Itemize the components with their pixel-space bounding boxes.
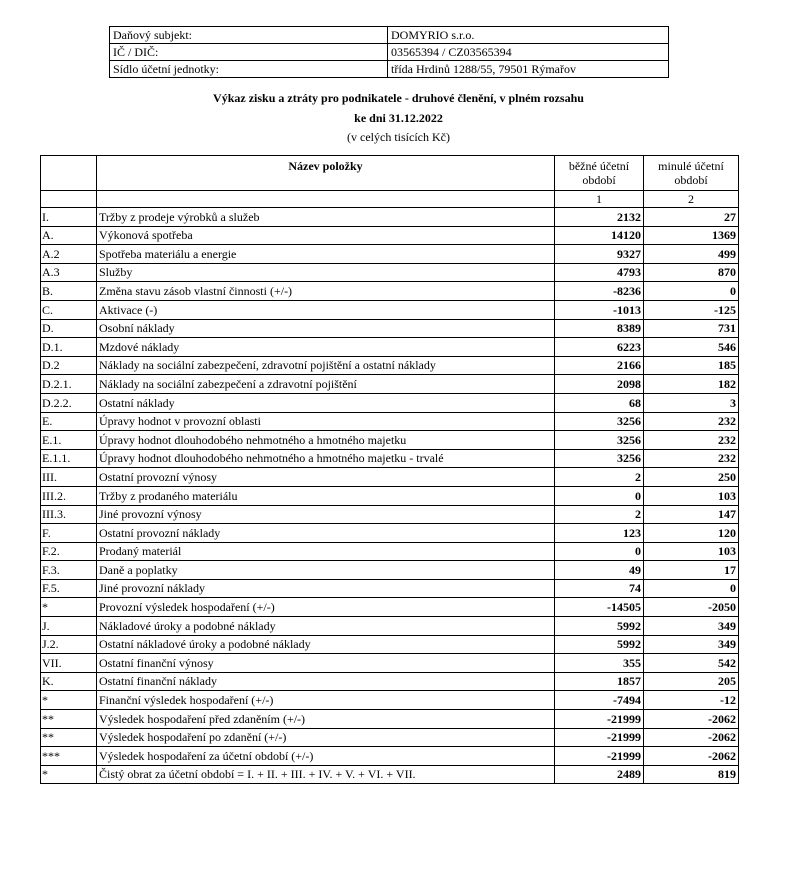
row-current-value: 3256 (555, 431, 644, 450)
row-code: F.5. (41, 579, 97, 598)
row-code: F.3. (41, 561, 97, 580)
row-code: E.1.1. (41, 449, 97, 468)
table-row (41, 561, 739, 580)
table-row (41, 579, 739, 598)
row-previous-value: 232 (644, 449, 739, 468)
company-info-table (109, 26, 669, 78)
table-row (41, 710, 739, 729)
header-name: Název položky (97, 156, 555, 191)
row-code: F.2. (41, 542, 97, 561)
row-name: Jiné provozní náklady (97, 579, 555, 598)
row-previous-value: -2062 (644, 728, 739, 747)
header-previous-period: minulé účetní období (644, 156, 739, 191)
row-code: * (41, 765, 97, 784)
table-row (41, 747, 739, 766)
row-current-value: 2 (555, 505, 644, 524)
header-code-cell (41, 156, 97, 191)
row-code: III.3. (41, 505, 97, 524)
info-label: IČ / DIČ: (110, 44, 388, 61)
table-row (41, 338, 739, 357)
table-row (41, 542, 739, 561)
row-code: D. (41, 319, 97, 338)
row-current-value: 355 (555, 654, 644, 673)
row-code: D.2 (41, 356, 97, 375)
report-units: (v celých tisících Kč) (347, 130, 450, 144)
header-current-period: běžné účetní období (555, 156, 644, 191)
row-name: Prodaný materiál (97, 542, 555, 561)
row-current-value: -21999 (555, 710, 644, 729)
table-body (41, 208, 739, 784)
table-row (41, 598, 739, 617)
row-previous-value: 349 (644, 635, 739, 654)
row-name: Úpravy hodnot dlouhodobého nehmotného a hmotného majetku - trvalé (97, 449, 555, 468)
row-name: Úpravy hodnot dlouhodobého nehmotného a hmotného majetku (97, 431, 555, 450)
row-name: Služby (97, 263, 555, 282)
row-previous-value: -2062 (644, 710, 739, 729)
table-column-number-row (41, 191, 739, 208)
table-row (41, 282, 739, 301)
row-name: Nákladové úroky a podobné náklady (97, 617, 555, 636)
row-previous-value: -125 (644, 300, 739, 319)
row-name: Čistý obrat za účetní období = I. + II. + III. + IV. + V. + VI. + VII. (97, 765, 555, 784)
row-current-value: 1857 (555, 672, 644, 691)
row-previous-value: 0 (644, 282, 739, 301)
row-current-value: 6223 (555, 338, 644, 357)
row-current-value: 8389 (555, 319, 644, 338)
row-previous-value: 542 (644, 654, 739, 673)
row-name: Provozní výsledek hospodaření (+/-) (97, 598, 555, 617)
table-row (41, 635, 739, 654)
table-header-row (41, 156, 739, 191)
row-code: VII. (41, 654, 97, 673)
row-previous-value: 546 (644, 338, 739, 357)
row-current-value: 3256 (555, 449, 644, 468)
table-row (41, 300, 739, 319)
row-previous-value: -2062 (644, 747, 739, 766)
table-row (41, 208, 739, 227)
row-name: Tržby z prodaného materiálu (97, 486, 555, 505)
row-name: Náklady na sociální zabezpečení a zdravotní pojištění (97, 375, 555, 394)
row-previous-value: 120 (644, 524, 739, 543)
row-current-value: 2 (555, 468, 644, 487)
row-previous-value: 103 (644, 542, 739, 561)
column-number-empty (97, 191, 555, 208)
row-name: Daně a poplatky (97, 561, 555, 580)
row-current-value: 123 (555, 524, 644, 543)
row-previous-value: 232 (644, 431, 739, 450)
row-code: F. (41, 524, 97, 543)
row-current-value: -1013 (555, 300, 644, 319)
row-current-value: -21999 (555, 747, 644, 766)
row-name: Ostatní finanční výnosy (97, 654, 555, 673)
row-previous-value: 205 (644, 672, 739, 691)
row-name: Spotřeba materiálu a energie (97, 245, 555, 264)
row-code: J.2. (41, 635, 97, 654)
table-row (41, 412, 739, 431)
row-current-value: 5992 (555, 617, 644, 636)
table-row (41, 356, 739, 375)
row-name: Výsledek hospodaření za účetní období (+/-) (97, 747, 555, 766)
info-value: třída Hrdinů 1288/55, 79501 Rýmařov (388, 61, 669, 78)
row-name: Ostatní náklady (97, 393, 555, 412)
table-row (41, 728, 739, 747)
table-row (41, 765, 739, 784)
row-code: A.3 (41, 263, 97, 282)
row-name: Mzdové náklady (97, 338, 555, 357)
row-code: III.2. (41, 486, 97, 505)
row-name: Náklady na sociální zabezpečení, zdravotní pojištění a ostatní náklady (97, 356, 555, 375)
row-name: Ostatní provozní náklady (97, 524, 555, 543)
row-previous-value: 3 (644, 393, 739, 412)
row-current-value: 68 (555, 393, 644, 412)
row-current-value: 14120 (555, 226, 644, 245)
row-code: ** (41, 710, 97, 729)
row-code: III. (41, 468, 97, 487)
row-current-value: -21999 (555, 728, 644, 747)
row-current-value: -14505 (555, 598, 644, 617)
row-previous-value: -12 (644, 691, 739, 710)
row-code: ** (41, 728, 97, 747)
row-code: I. (41, 208, 97, 227)
row-current-value: 2098 (555, 375, 644, 394)
row-previous-value: -2050 (644, 598, 739, 617)
row-current-value: 0 (555, 486, 644, 505)
table-row (41, 431, 739, 450)
row-current-value: 49 (555, 561, 644, 580)
info-row-subject (110, 27, 669, 44)
table-row (41, 524, 739, 543)
table-row (41, 319, 739, 338)
row-previous-value: 499 (644, 245, 739, 264)
row-current-value: -8236 (555, 282, 644, 301)
row-previous-value: 182 (644, 375, 739, 394)
row-code: C. (41, 300, 97, 319)
table-row (41, 486, 739, 505)
row-name: Ostatní finanční náklady (97, 672, 555, 691)
row-current-value: 5992 (555, 635, 644, 654)
row-current-value: 9327 (555, 245, 644, 264)
row-current-value: 4793 (555, 263, 644, 282)
info-row-address (110, 61, 669, 78)
row-code: A. (41, 226, 97, 245)
row-current-value: 0 (555, 542, 644, 561)
row-code: D.2.2. (41, 393, 97, 412)
row-name: Aktivace (-) (97, 300, 555, 319)
info-value: 03565394 / CZ03565394 (388, 44, 669, 61)
row-code: K. (41, 672, 97, 691)
row-code: B. (41, 282, 97, 301)
income-statement-table (40, 155, 739, 784)
row-previous-value: 232 (644, 412, 739, 431)
row-current-value: 74 (555, 579, 644, 598)
row-previous-value: 349 (644, 617, 739, 636)
info-label: Daňový subjekt: (110, 27, 388, 44)
table-row (41, 672, 739, 691)
row-name: Ostatní nákladové úroky a podobné náklady (97, 635, 555, 654)
row-code: *** (41, 747, 97, 766)
info-label: Sídlo účetní jednotky: (110, 61, 388, 78)
row-previous-value: 27 (644, 208, 739, 227)
row-previous-value: 819 (644, 765, 739, 784)
row-code: D.1. (41, 338, 97, 357)
row-previous-value: 870 (644, 263, 739, 282)
table-row (41, 654, 739, 673)
row-previous-value: 185 (644, 356, 739, 375)
row-previous-value: 17 (644, 561, 739, 580)
row-name: Osobní náklady (97, 319, 555, 338)
table-row (41, 226, 739, 245)
row-name: Úpravy hodnot v provozní oblasti (97, 412, 555, 431)
column-number-empty (41, 191, 97, 208)
table-row (41, 505, 739, 524)
table-row (41, 263, 739, 282)
row-current-value: 3256 (555, 412, 644, 431)
row-previous-value: 1369 (644, 226, 739, 245)
row-previous-value: 250 (644, 468, 739, 487)
row-name: Změna stavu zásob vlastní činnosti (+/-) (97, 282, 555, 301)
row-name: Výkonová spotřeba (97, 226, 555, 245)
row-previous-value: 0 (644, 579, 739, 598)
row-name: Výsledek hospodaření před zdaněním (+/-) (97, 710, 555, 729)
row-code: E. (41, 412, 97, 431)
table-row (41, 393, 739, 412)
row-name: Finanční výsledek hospodaření (+/-) (97, 691, 555, 710)
row-current-value: 2489 (555, 765, 644, 784)
row-current-value: 2166 (555, 356, 644, 375)
table-row (41, 617, 739, 636)
row-current-value: 2132 (555, 208, 644, 227)
table-row (41, 245, 739, 264)
row-code: J. (41, 617, 97, 636)
row-current-value: -7494 (555, 691, 644, 710)
table-row (41, 375, 739, 394)
info-value: DOMYRIO s.r.o. (388, 27, 669, 44)
report-title: Výkaz zisku a ztráty pro podnikatele - druhové členění, v plném rozsahu (213, 91, 584, 105)
info-row-ico (110, 44, 669, 61)
row-previous-value: 147 (644, 505, 739, 524)
row-previous-value: 103 (644, 486, 739, 505)
row-code: * (41, 691, 97, 710)
table-row (41, 468, 739, 487)
column-number-current: 1 (555, 191, 644, 208)
table-row (41, 449, 739, 468)
column-number-previous: 2 (644, 191, 739, 208)
row-previous-value: 731 (644, 319, 739, 338)
row-code: A.2 (41, 245, 97, 264)
row-name: Výsledek hospodaření po zdanění (+/-) (97, 728, 555, 747)
row-code: E.1. (41, 431, 97, 450)
row-name: Ostatní provozní výnosy (97, 468, 555, 487)
table-row (41, 691, 739, 710)
row-code: * (41, 598, 97, 617)
report-date: ke dni 31.12.2022 (354, 111, 443, 125)
row-code: D.2.1. (41, 375, 97, 394)
row-name: Tržby z prodeje výrobků a služeb (97, 208, 555, 227)
row-name: Jiné provozní výnosy (97, 505, 555, 524)
